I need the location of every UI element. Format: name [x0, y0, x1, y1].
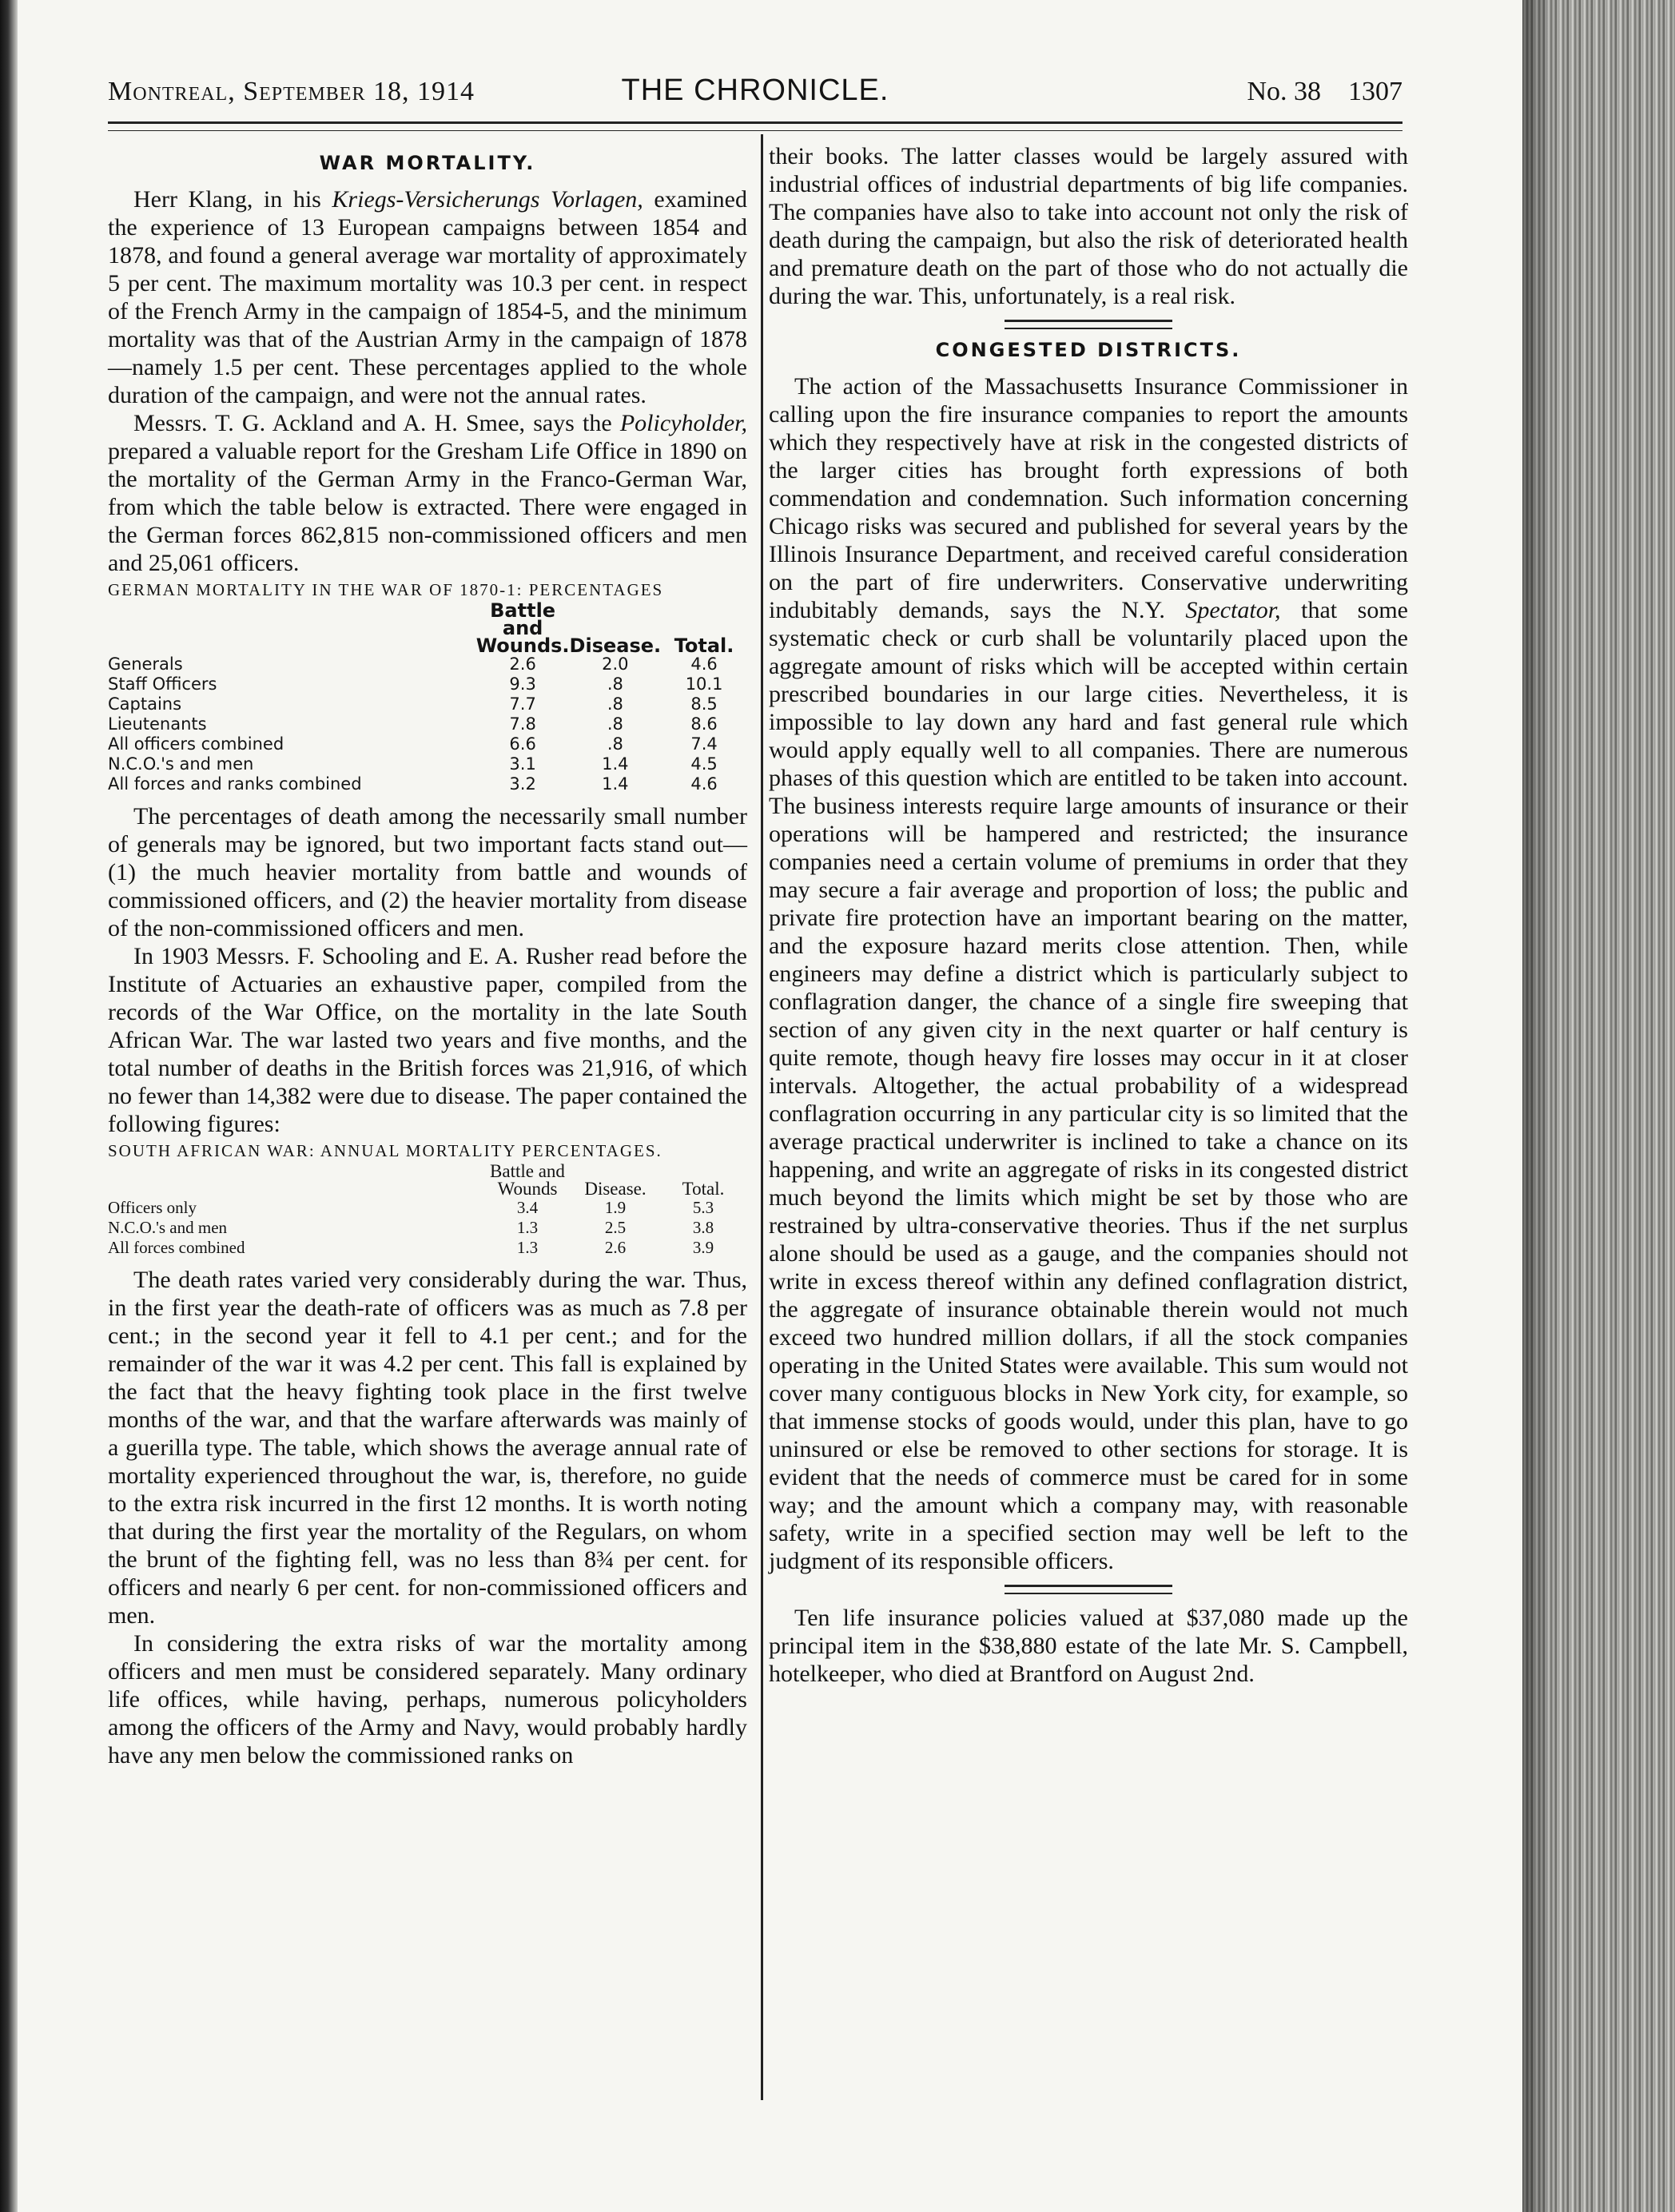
battle-value: 7.8	[509, 714, 536, 734]
article-paragraph: The percentages of death among the necessarily small number of generals may be ignored, but two important facts stand out—(1) the much heavier mortality from battle and wounds of commissioned officers, and (2) the heavier mortality from disease of the non-commissioned officers and men.	[108, 803, 747, 941]
table-body	[108, 654, 747, 794]
page-binding-shadow	[0, 0, 18, 2212]
table-header-row	[108, 602, 747, 654]
battle-value: 3.1	[509, 754, 536, 774]
publication-title: THE CHRONICLE.	[621, 74, 889, 107]
disease-value: .8	[607, 694, 623, 714]
disease-value: 2.0	[602, 654, 629, 674]
table-header-spacer	[108, 602, 476, 654]
table-row	[108, 1198, 747, 1218]
page-header	[108, 74, 1402, 118]
disease-value: .8	[607, 734, 623, 754]
table-header-spacer	[108, 1163, 483, 1198]
battle-value: 2.6	[509, 654, 536, 674]
article-paragraph: In considering the extra risks of war the mortality among officers and men must be considered separately. Many ordinary life offices, while having, perhaps, numerous policyholders among the officers of the Army and Navy, would probably hardly have any men below the commissioned ranks on	[108, 1630, 747, 1768]
col-header-disease: Disease.	[569, 635, 662, 657]
article-paragraph: The death rates varied very considerably during the war. Thus, in the first year the death-rate of officers was as much as 7.8 per cent.; in the second year it fell to 4.1 per cent.; and for the remainder of the war it was 4.2 per cent. This fall is explained by the fact that the heavy fighting took place in the first twelve months of the war, and that the warfare afterwards was mainly of a guerilla type. The table, which shows the average annual rate of mortality experienced throughout the war, is, therefore, no guide to the extra risk incurred in the first 12 months. It is worth noting that during the first year the mortality of the Regulars, on whom the brunt of the fighting fell, was no less than 8¾ per cent. for officers and nearly 6 per cent. for non-commissioned officers and men.	[108, 1267, 747, 1629]
article-title-congested-districts: CONGESTED DISTRICTS.	[935, 339, 1242, 361]
german-mortality-table	[108, 599, 747, 794]
table-title-south-african-mortality: SOUTH AFRICAN WAR: ANNUAL MORTALITY PERCENTAGES.	[108, 1141, 662, 1160]
table-title-german-mortality: GERMAN MORTALITY IN THE WAR OF 1870-1: PERCENTAGES	[108, 580, 664, 599]
row-label: All forces and ranks combined	[108, 774, 362, 794]
book-page-edges	[1522, 0, 1675, 2212]
text-run: that some systematic check or curb shall be voluntarily placed upon the aggregate amount of risks which will be accepted within certain prescribed boundaries in our large cities. Nevertheless, it is impossible to lay down any hard and fast general rule which would apply equally well to all companies. There are numerous phases of this question which are entitled to be taken into account. The business interests require large amounts of insurance or their operations will be hampered and restricted; the insurance companies need a certain volume of premiums in order that they may secure a fair average and proportion of loss; the public and private fire protection have an important bearing on the matter, and the exposure hazard merits close attention. Then, while engineers may define a district which is particularly subject to conflagration danger, the chance of a single fire sweeping that section of any given city in the next quarter or half century is quite remote, though heavy fire losses may occur in it at closer intervals. Altogether, the actual probability of a widespread conflagration occurring in any particular city is so limited that the average practical underwriter is inclined to take a chance on its happening, and write an aggregate of risks in its congested district much beyond the limits which might be set by those who are restrained by ultra-conservative theories. Thus if the net surplus alone should be used as a gauge, and the companies should not write in excess thereof within any defined conflagration district, the aggregate of insurance obtainable therein would not much exceed two hundred million dollars, if all the stock companies operating in the United States were available. This sum would not cover many contiguous blocks in New York city, for example, so that immense stocks of goods would, under this plan, have to go uninsured or else be removed to other sections for storage. It is evident that the needs of commerce must be cared for in some way; and the amount which a company may, with reasonable safety, write in a specified section may well be left to the judgment of its responsible officers.	[769, 597, 1409, 1574]
section-separator	[1005, 1585, 1172, 1594]
disease-value: .8	[607, 714, 623, 734]
col-header-battle: Battle and Wounds.	[475, 599, 570, 657]
table-row	[108, 754, 747, 774]
total-value: 10.1	[685, 674, 723, 694]
row-label: N.C.O.'s and men	[108, 754, 254, 774]
total-value: 3.8	[692, 1218, 714, 1237]
total-value: 8.6	[690, 714, 718, 734]
disease-value: 2.5	[604, 1218, 627, 1237]
table-body	[108, 1198, 747, 1258]
page-number: 1307	[1348, 77, 1402, 106]
section-separator	[1005, 320, 1172, 329]
total-value: 7.4	[690, 734, 718, 754]
row-label: Lieutenants	[108, 714, 207, 734]
total-value: 5.3	[692, 1198, 714, 1217]
col-header-disease: Disease.	[584, 1179, 647, 1199]
col-header-battle: Battle and Wounds	[490, 1161, 565, 1199]
right-column	[769, 142, 1408, 1688]
total-value: 4.6	[690, 654, 718, 674]
text-run: The action of the Massachusetts Insurance Commissioner in calling upon the fire insurance companies to report the amounts which they respectively have at risk in the congested districts of the larger cities has brought forth expressions of both commendation and condemnation. Such information concerning Chicago risks was secured and published for several years by the Illinois Insurance Department, and received careful consideration on the part of fire underwriters. Conservative underwriting indubitably demands, says the N.Y.	[769, 373, 1408, 623]
total-value: 8.5	[690, 694, 718, 714]
battle-value: 3.4	[516, 1198, 539, 1217]
disease-value: 1.4	[602, 754, 629, 774]
col-header-total: Total.	[674, 635, 734, 657]
col-header-total: Total.	[682, 1179, 725, 1199]
italic-title: Spectator,	[1185, 597, 1281, 623]
table-row	[108, 734, 747, 754]
battle-value: 9.3	[509, 674, 536, 694]
italic-title: Policyholder,	[619, 410, 747, 436]
table-row	[108, 714, 747, 734]
italic-title: Kriegs-Versicherungs Vorlagen,	[332, 186, 643, 213]
column-divider	[761, 134, 763, 2100]
article-paragraph	[769, 372, 1408, 1575]
text-run: examined the experience of 13 European campaigns between 1854 and 1878, and found a general average war mortality of approximately 5 per cent. The maximum mortality was 10.3 per cent. in respect of the French Army in the campaign of 1854-5, and the minimum mortality was that of the Austrian Army in the campaign of 1878—namely 1.5 per cent. These percentages applied to the whole duration of the campaign, and were not the annual rates.	[108, 186, 748, 408]
header-issue-page	[1247, 77, 1402, 107]
table-row	[108, 1218, 747, 1238]
table-row	[108, 694, 747, 714]
disease-value: .8	[607, 674, 623, 694]
left-column	[108, 142, 747, 1769]
table-row	[108, 1238, 747, 1258]
table-row	[108, 774, 747, 794]
row-label: N.C.O.'s and men	[108, 1218, 228, 1237]
row-label: Officers only	[108, 1198, 197, 1217]
row-label: All forces combined	[108, 1238, 245, 1257]
article-title-war-mortality: WAR MORTALITY.	[319, 152, 536, 174]
battle-value: 1.3	[516, 1238, 539, 1257]
south-african-mortality-table	[108, 1163, 747, 1258]
battle-value: 3.2	[509, 774, 536, 794]
total-value: 4.6	[690, 774, 718, 794]
total-value: 3.9	[692, 1238, 714, 1257]
text-run: prepared a valuable report for the Gresham Life Office in 1890 on the mortality of the German Army in the Franco-German War, from which the table below is extracted. There were engaged in the German forces 862,815 non-commissioned officers and men and 25,061 officers.	[108, 438, 747, 576]
table-header-row	[108, 1163, 747, 1198]
total-value: 4.5	[690, 754, 718, 774]
article-paragraph	[108, 185, 747, 409]
news-note: Ten life insurance policies valued at $37,080 made up the principal item in the $38,880 estate of the late Mr. S. Campbell, hotelkeeper, who died at Brantford on August 2nd.	[769, 1605, 1408, 1687]
issue-number: No. 38	[1247, 77, 1321, 106]
row-label: Staff Officers	[108, 674, 217, 694]
article-paragraph	[108, 409, 747, 577]
row-label: Generals	[108, 654, 183, 674]
battle-value: 6.6	[509, 734, 536, 754]
text-run: Messrs. T. G. Ackland and A. H. Smee, says the	[133, 410, 620, 436]
disease-value: 1.4	[602, 774, 629, 794]
disease-value: 2.6	[604, 1238, 627, 1257]
battle-value: 1.3	[516, 1218, 539, 1237]
table-row	[108, 674, 747, 694]
header-rule	[108, 121, 1402, 131]
disease-value: 1.9	[604, 1198, 627, 1217]
row-label: All officers combined	[108, 734, 284, 754]
continued-paragraph: their books. The latter classes would be largely assured with industrial offices of industrial departments of big life companies. The companies have also to take into account not only the risk of death during the campaign, but also the risk of deteriorated health and premature death on the part of those who do not actually die during the war. This, unfortunately, is a real risk.	[769, 143, 1408, 309]
header-dateline: Montreal, September 18, 1914	[108, 77, 475, 106]
text-run: Herr Klang, in his	[133, 186, 332, 213]
table-row	[108, 654, 747, 674]
battle-value: 7.7	[509, 694, 536, 714]
row-label: Captains	[108, 694, 182, 714]
article-paragraph: In 1903 Messrs. F. Schooling and E. A. Rusher read before the Institute of Actuaries an exhaustive paper, compiled from the records of the War Office, on the mortality in the late South African War. The war lasted two years and five months, and the total number of deaths in the British forces was 21,916, of which no fewer than 14,382 were due to disease. The paper contained the following figures:	[108, 943, 747, 1137]
